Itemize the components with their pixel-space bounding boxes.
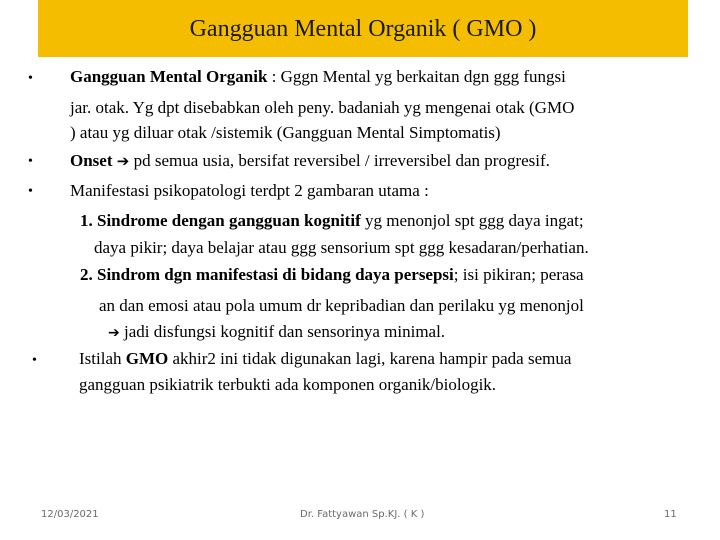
term-gmo: Gangguan Mental Organik bbox=[70, 67, 268, 86]
numbered-item-1-line-2: daya pikir; daya belajar atau ggg sensorium spt ggg kesadaran/perhatian. bbox=[94, 238, 589, 257]
item-2-text: ; isi pikiran; perasa bbox=[453, 265, 584, 284]
numbered-item-2-line-2: an dan emosi atau pola umum dr kepribadian dan perilaku yg menonjol bbox=[99, 296, 584, 315]
title-bar bbox=[38, 0, 688, 57]
footer-author: Dr. Fattyawan Sp.KJ. ( K ) bbox=[300, 509, 425, 520]
bullet-marker: • bbox=[28, 71, 33, 86]
paragraph-4-line-1 bbox=[79, 348, 571, 369]
footer-page-number: 11 bbox=[664, 509, 677, 520]
p4-pre: Istilah bbox=[79, 349, 126, 368]
definition-text: : Gggn Mental yg berkaitan dgn ggg fungsi bbox=[267, 67, 566, 86]
bullet-marker: • bbox=[32, 353, 37, 368]
p4-rest: akhir2 ini tidak digunakan lagi, karena hampir pada semua bbox=[168, 349, 572, 368]
numbered-item-2-line-1 bbox=[80, 264, 584, 285]
term-onset: Onset bbox=[70, 151, 113, 170]
item-1-heading: 1. Sindrome dengan gangguan kognitif bbox=[80, 211, 361, 230]
arrow-right-icon: ➔ bbox=[116, 152, 130, 170]
item-2-heading: 2. Sindrom dgn manifestasi di bidang daya persepsi bbox=[80, 265, 454, 284]
paragraph-1-line-1 bbox=[70, 66, 566, 87]
arrow-right-icon: ➔ bbox=[108, 325, 120, 341]
footer-date: 12/03/2021 bbox=[41, 509, 99, 520]
term-gmo-2: GMO bbox=[125, 349, 169, 368]
paragraph-1-line-3: ) atau yg diluar otak /sistemik (Gangguan Mental Simptomatis) bbox=[70, 123, 501, 142]
item-2-line-3-text: jadi disfungsi kognitif dan sensorinya minimal. bbox=[119, 322, 446, 341]
slide-title: Gangguan Mental Organik ( GMO ) bbox=[189, 16, 537, 42]
numbered-item-2-line-3 bbox=[108, 321, 445, 344]
numbered-item-1-line-1 bbox=[80, 210, 584, 231]
onset-text: pd semua usia, bersifat reversibel / irreversibel dan progresif. bbox=[129, 151, 550, 170]
bullet-marker: • bbox=[28, 184, 33, 199]
paragraph-3: Manifestasi psikopatologi terdpt 2 gambaran utama : bbox=[70, 181, 429, 200]
paragraph-1-line-2: jar. otak. Yg dpt disebabkan oleh peny. badaniah yg mengenai otak (GMO bbox=[70, 98, 575, 117]
paragraph-2 bbox=[70, 150, 550, 172]
bullet-marker: • bbox=[28, 154, 33, 169]
item-1-text: yg menonjol spt ggg daya ingat; bbox=[360, 211, 584, 230]
paragraph-4-line-2: gangguan psikiatrik terbukti ada komponen organik/biologik. bbox=[79, 375, 497, 394]
